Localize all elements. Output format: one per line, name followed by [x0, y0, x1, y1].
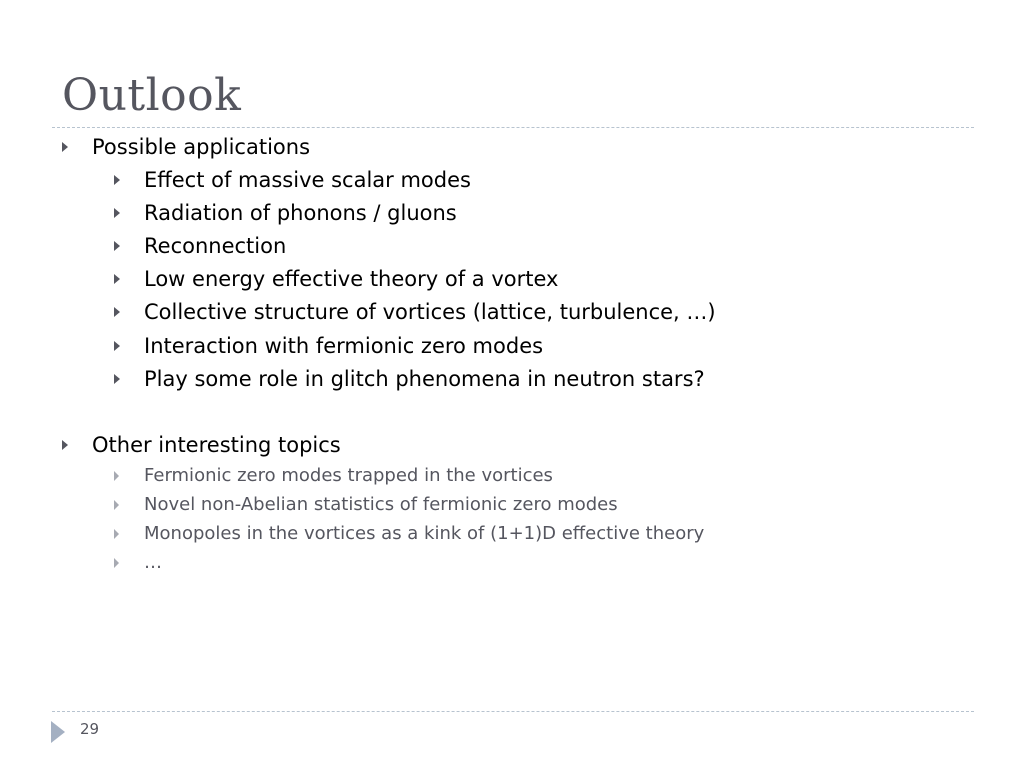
list-item	[114, 494, 618, 516]
list-item-label: Reconnection	[144, 234, 287, 258]
list-item-label: Interaction with fermionic zero modes	[144, 334, 544, 358]
list-item-label: Radiation of phonons / gluons	[144, 201, 457, 225]
triangle-right-footer-icon	[51, 721, 65, 743]
list-item	[114, 367, 705, 391]
list-item-label: Effect of massive scalar modes	[144, 168, 471, 192]
triangle-right-bullet-icon	[114, 208, 120, 218]
list-item	[114, 267, 558, 291]
list-item-label: Other interesting topics	[92, 433, 341, 457]
footer-divider	[52, 711, 974, 712]
triangle-right-bullet-icon	[114, 175, 120, 185]
title-divider	[52, 127, 974, 128]
triangle-right-bullet-icon	[114, 374, 120, 384]
list-item-label: Novel non-Abelian statistics of fermionic zero modes	[144, 494, 618, 515]
list-item	[114, 334, 543, 358]
triangle-right-bullet-icon	[62, 142, 68, 152]
list-item	[114, 465, 553, 487]
list-item-label: Low energy effective theory of a vortex	[144, 267, 559, 291]
triangle-right-bullet-icon	[114, 341, 120, 351]
triangle-right-bullet-icon	[114, 500, 119, 510]
list-item-label: Monopoles in the vortices as a kink of (1+1)D effective theory	[144, 523, 705, 544]
list-item-label: …	[144, 552, 162, 573]
page-number: 29	[80, 720, 100, 738]
triangle-right-bullet-icon	[114, 558, 119, 568]
list-item-label: Collective structure of vortices (lattice, turbulence, …)	[144, 300, 716, 324]
list-item	[114, 201, 457, 225]
triangle-right-bullet-icon	[114, 529, 119, 539]
list-item	[114, 552, 162, 574]
list-item	[114, 168, 471, 192]
list-item	[114, 523, 704, 545]
triangle-right-bullet-icon	[114, 471, 119, 481]
list-item	[114, 300, 716, 324]
triangle-right-bullet-icon	[114, 274, 120, 284]
triangle-right-bullet-icon	[114, 307, 120, 317]
slide-title: Outlook	[62, 70, 242, 121]
list-item-label: Fermionic zero modes trapped in the vortices	[144, 465, 553, 486]
list-item-heading	[62, 433, 341, 457]
list-item-label: Possible applications	[92, 135, 311, 159]
list-item	[114, 234, 286, 258]
list-item-heading	[62, 135, 310, 159]
triangle-right-bullet-icon	[114, 241, 120, 251]
list-item-label: Play some role in glitch phenomena in neutron stars?	[144, 367, 705, 391]
triangle-right-bullet-icon	[62, 440, 68, 450]
